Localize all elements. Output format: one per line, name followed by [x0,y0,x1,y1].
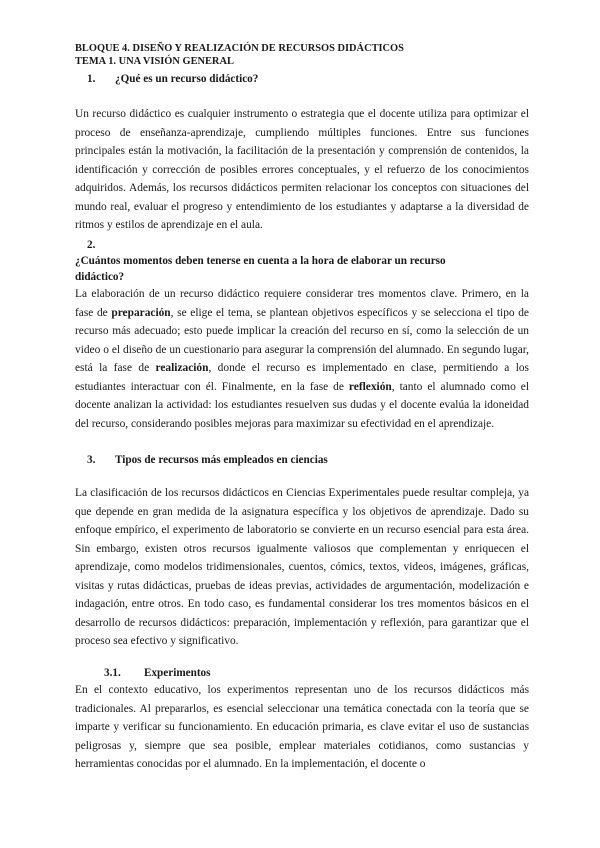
section-1-title: ¿Qué es un recurso didáctico? [115,73,259,85]
section-1-heading [75,70,535,88]
topic-title: TEMA 1. UNA VISIÓN GENERAL [75,56,234,67]
section-3-heading [75,451,535,469]
section-3-number: 3. [87,454,96,466]
section-2-heading [75,237,525,285]
term-reflexion: reflexión [348,380,392,393]
section-2-title: ¿Cuántos momentos deben tenerse en cuenta a la hora de elaborar un recurso didáctico? [75,255,446,283]
block-title: BLOQUE 4. DISEÑO Y REALIZACIÓN DE RECURSOS DIDÁCTICOS [75,43,404,54]
subsection-3-1-number: 3.1. [104,667,121,679]
section-2-number: 2. [87,239,96,251]
section-2-text-b: , se elige el tema, se plantean objetivos específicos y se selecciona el tipo de recurso más adecuado; esto puede implicar la creación del recurso en sí, como la selección de un video o el diseño de un cuestionario para asegurar la comprensión del alumnado. En segundo lugar, está la fase de [75,306,529,374]
section-1-paragraph: Un recurso didáctico es cualquier instrumento o estrategia que el docente utiliza para optimizar el proceso de enseñanza-aprendizaje, cumpliendo múltiples funciones. Entre sus funciones principales están la motivación, la facilitación de la presentación y comprensión de contenidos, la identificación y corrección de posibles errores conceptuales, y el refuerzo de los conocimientos adquiridos. Además, los recursos didácticos permiten relacionar los conceptos con situaciones del mundo real, evaluar el progreso y entendimiento de los estudiantes y adaptarse a la diversidad de ritmos y estilos de aprendizaje en el aula. [75,108,529,231]
section-1-number: 1. [87,73,96,85]
subsection-3-1-heading [104,665,524,681]
subsection-3-1-title: Experimentos [144,667,211,679]
section-2-text-a: La elaboración de un recurso didáctico requiere considerar tres momentos clave. Primero, en la fase de [75,288,529,319]
section-3-title: Tipos de recursos más empleados en ciencias [115,454,328,466]
subsection-3-1-paragraph: En el contexto educativo, los experimentos representan uno de los recursos didácticos más tradicionales. Al prepararlos, es esencial seleccionar una temática conectada con la teoría que se imparte y verificar su funcionamiento. En educación primaria, es clave evitar el uso de sustancias peligrosas y, siempre que sea posible, emplear materiales cotidianos, como sustancias y herramientas conocidas por el alumnado. En la implementación, el docente o [75,684,529,770]
term-realizacion: realización [155,362,209,374]
section-3-paragraph: La clasificación de los recursos didácticos en Ciencias Experimentales puede resultar compleja, ya que depende en gran medida de la asignatura específica y los objetivos de aprendizaje. Dado su enfoque empírico, el experimento de laboratorio se convierte en un recurso esencial para esta área. Sin embargo, existen otros recursos igualmente valiosos que complementan y enriquecen el aprendizaje, como modelos tridimensionales, cuentos, cómics, textos, videos, imágenes, gráficas, visitas y rutas didácticas, pruebas de ideas previas, actividades de argumentación, modelización e indagación, entre otros. En todo caso, es fundamental considerar los tres momentos básicos en el desarrollo de recursos didácticos: preparación, implementación y reflexión, para garantizar que el proceso sea efectivo y significativo. [75,487,529,647]
section-2-paragraph [75,285,529,433]
section-2-text-c: , donde el recurso es implementado en clase, permitiendo a los estudiantes interactuar con él. Finalmente, en la fase de [75,362,529,393]
section-2-text-d: , tanto el alumnado como el docente analizan la actividad: los estudiantes resuelven sus dudas y el docente evalúa la idoneidad del recurso, considerando posibles mejoras para maximizar su efectividad en el aprendizaje. [75,380,529,430]
term-preparacion: preparación [111,306,171,319]
